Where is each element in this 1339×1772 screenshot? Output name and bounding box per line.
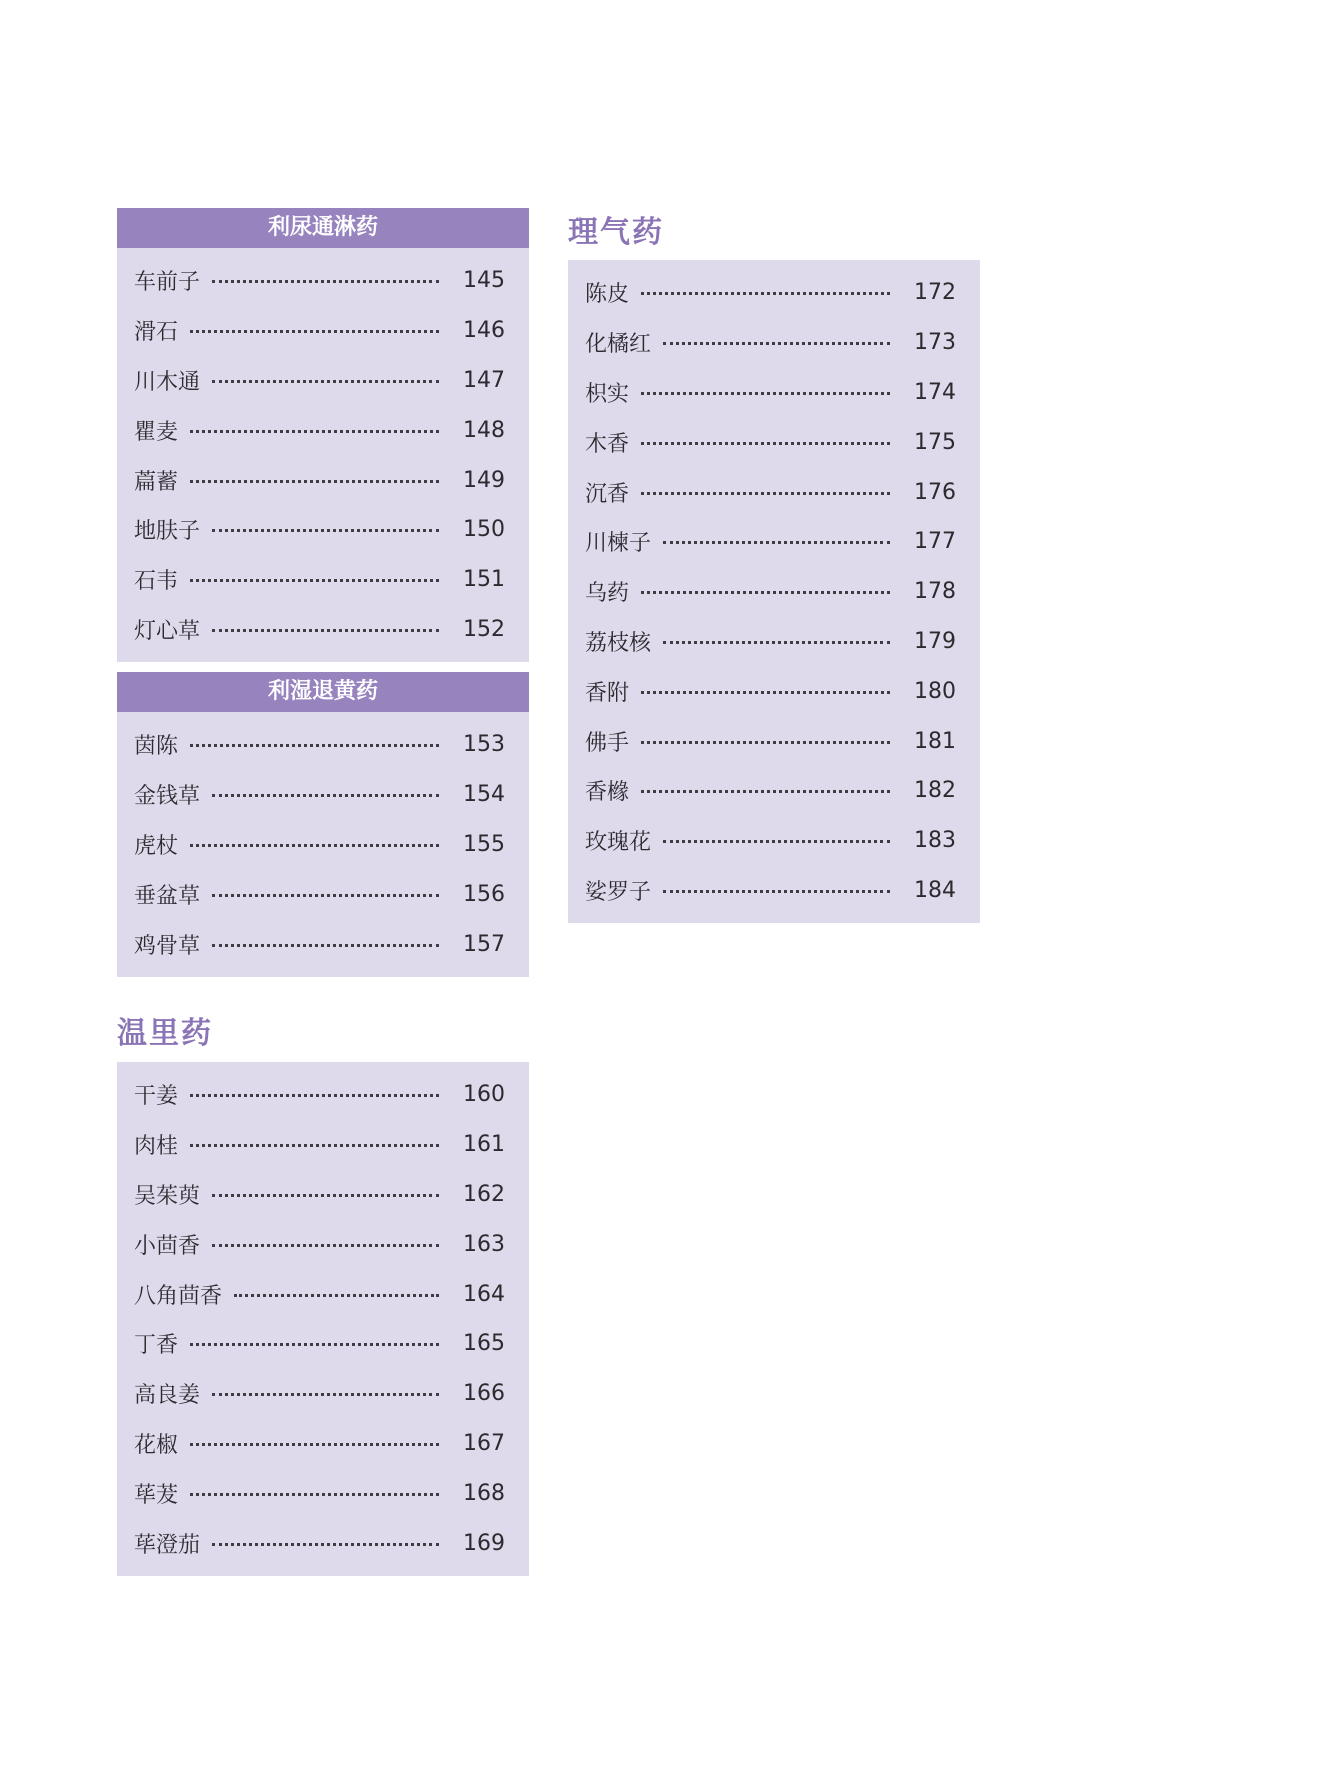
dot-leader: [641, 292, 890, 295]
toc-entry[interactable]: [117, 919, 529, 969]
entry-name: 高良姜: [134, 1383, 201, 1409]
entry-page-number: 167: [463, 1430, 505, 1456]
toc-entry[interactable]: [568, 368, 980, 418]
toc-entry[interactable]: [117, 256, 529, 306]
toc-entry[interactable]: [117, 1269, 529, 1319]
dot-leader: [212, 1543, 439, 1546]
entry-page-number: 150: [463, 517, 505, 543]
entry-name: 小茴香: [134, 1233, 201, 1259]
dot-leader: [663, 541, 890, 544]
entry-page-number: 175: [914, 429, 956, 455]
entry-page-number: 165: [463, 1331, 505, 1357]
entry-page-number: 178: [914, 579, 956, 605]
entry-list: [117, 248, 529, 662]
toc-entry[interactable]: [117, 306, 529, 356]
entry-name: 鸡骨草: [134, 933, 201, 959]
dot-leader: [212, 1244, 439, 1247]
entry-name: 化橘红: [585, 332, 652, 358]
toc-entry[interactable]: [568, 666, 980, 716]
toc-entry[interactable]: [117, 356, 529, 406]
toc-entry[interactable]: [568, 766, 980, 816]
dot-leader: [190, 330, 439, 333]
entry-page-number: 155: [463, 831, 505, 857]
dot-leader: [212, 529, 439, 532]
entry-name: 虎杖: [134, 833, 179, 859]
entry-name: 荜茇: [134, 1482, 179, 1508]
entry-name: 瞿麦: [134, 419, 179, 445]
toc-entry[interactable]: [117, 1518, 529, 1568]
entry-name: 沉香: [585, 481, 630, 507]
entry-page-number: 172: [914, 280, 956, 306]
dot-leader: [641, 442, 890, 445]
entry-name: 娑罗子: [585, 879, 652, 905]
entry-page-number: 152: [463, 616, 505, 642]
toc-entry[interactable]: [117, 1120, 529, 1170]
dot-leader: [663, 840, 890, 843]
toc-entry[interactable]: [117, 720, 529, 770]
section-title: 理气药: [568, 215, 664, 250]
entry-page-number: 166: [463, 1381, 505, 1407]
entry-name: 垂盆草: [134, 883, 201, 909]
entry-list: [117, 712, 529, 977]
section-title: 温里药: [117, 1016, 213, 1051]
section-lishi: [117, 672, 529, 977]
toc-entry[interactable]: [117, 1070, 529, 1120]
dot-leader: [190, 1343, 439, 1346]
dot-leader: [641, 591, 890, 594]
toc-entry[interactable]: [568, 866, 980, 916]
dot-leader: [190, 579, 439, 582]
toc-entry[interactable]: [568, 567, 980, 617]
toc-entry[interactable]: [117, 1170, 529, 1220]
entry-page-number: 145: [463, 268, 505, 294]
entry-page-number: 181: [914, 728, 956, 754]
toc-entry[interactable]: [568, 467, 980, 517]
dot-leader: [641, 741, 890, 744]
entry-page-number: 160: [463, 1082, 505, 1108]
dot-leader: [212, 794, 439, 797]
entry-name: 吴茱萸: [134, 1183, 201, 1209]
entry-name: 花椒: [134, 1432, 179, 1458]
entry-page-number: 153: [463, 732, 505, 758]
section-header: 利湿退黄药: [117, 672, 529, 712]
toc-entry[interactable]: [117, 505, 529, 555]
entry-name: 地肤子: [134, 519, 201, 545]
entry-page-number: 156: [463, 881, 505, 907]
dot-leader: [212, 894, 439, 897]
section-wenli: [117, 1062, 529, 1576]
entry-name: 陈皮: [585, 282, 630, 308]
dot-leader: [212, 944, 439, 947]
entry-page-number: 179: [914, 628, 956, 654]
entry-name: 八角茴香: [134, 1283, 223, 1309]
dot-leader: [190, 1144, 439, 1147]
entry-page-number: 163: [463, 1231, 505, 1257]
entry-name: 丁香: [134, 1333, 179, 1359]
toc-entry[interactable]: [568, 617, 980, 667]
dot-leader: [190, 1443, 439, 1446]
toc-entry[interactable]: [117, 869, 529, 919]
entry-name: 香橼: [585, 780, 630, 806]
entry-page-number: 169: [463, 1530, 505, 1556]
entry-name: 川楝子: [585, 531, 652, 557]
dot-leader: [212, 629, 439, 632]
entry-page-number: 182: [914, 778, 956, 804]
entry-name: 车前子: [134, 270, 201, 296]
dot-leader: [212, 1393, 439, 1396]
entry-page-number: 180: [914, 678, 956, 704]
entry-page-number: 162: [463, 1181, 505, 1207]
dot-leader: [663, 890, 890, 893]
entry-page-number: 149: [463, 467, 505, 493]
dot-leader: [212, 280, 439, 283]
toc-entry[interactable]: [117, 820, 529, 870]
dot-leader: [663, 641, 890, 644]
dot-leader: [190, 844, 439, 847]
entry-name: 乌药: [585, 581, 630, 607]
section-header: 利尿通淋药: [117, 208, 529, 248]
dot-leader: [190, 480, 439, 483]
dot-leader: [190, 1493, 439, 1496]
dot-leader: [212, 380, 439, 383]
toc-entry[interactable]: [568, 318, 980, 368]
toc-entry[interactable]: [568, 816, 980, 866]
entry-name: 佛手: [585, 730, 630, 756]
section-liqi: [568, 260, 980, 923]
dot-leader: [234, 1294, 439, 1297]
entry-name: 玫瑰花: [585, 830, 652, 856]
toc-entry[interactable]: [568, 716, 980, 766]
entry-name: 荜澄茄: [134, 1532, 201, 1558]
entry-name: 香附: [585, 680, 630, 706]
toc-entry[interactable]: [117, 555, 529, 605]
dot-leader: [641, 790, 890, 793]
entry-name: 川木通: [134, 369, 201, 395]
toc-entry[interactable]: [117, 1468, 529, 1518]
entry-page-number: 154: [463, 782, 505, 808]
entry-page-number: 148: [463, 417, 505, 443]
entry-page-number: 157: [463, 931, 505, 957]
dot-leader: [641, 392, 890, 395]
entry-page-number: 176: [914, 479, 956, 505]
toc-entry[interactable]: [117, 770, 529, 820]
entry-page-number: 161: [463, 1132, 505, 1158]
entry-name: 木香: [585, 431, 630, 457]
toc-entry[interactable]: [117, 1319, 529, 1369]
entry-page-number: 164: [463, 1281, 505, 1307]
entry-name: 灯心草: [134, 618, 201, 644]
dot-leader: [190, 1094, 439, 1097]
entry-list: [568, 260, 980, 923]
dot-leader: [190, 744, 439, 747]
entry-page-number: 177: [914, 529, 956, 555]
entry-page-number: 183: [914, 828, 956, 854]
toc-entry[interactable]: [117, 1419, 529, 1469]
toc-entry[interactable]: [117, 605, 529, 655]
toc-entry[interactable]: [568, 268, 980, 318]
entry-list: [117, 1062, 529, 1576]
toc-entry[interactable]: [568, 517, 980, 567]
entry-name: 荔枝核: [585, 630, 652, 656]
dot-leader: [212, 1194, 439, 1197]
dot-leader: [641, 691, 890, 694]
entry-name: 枳实: [585, 381, 630, 407]
entry-name: 茵陈: [134, 734, 179, 760]
entry-name: 萹蓄: [134, 469, 179, 495]
dot-leader: [663, 342, 890, 345]
toc-entry[interactable]: [117, 1369, 529, 1419]
toc-entry[interactable]: [117, 405, 529, 455]
section-liniao: [117, 208, 529, 662]
entry-page-number: 147: [463, 367, 505, 393]
toc-entry[interactable]: [568, 417, 980, 467]
entry-page-number: 174: [914, 379, 956, 405]
dot-leader: [190, 430, 439, 433]
entry-page-number: 168: [463, 1480, 505, 1506]
entry-page-number: 151: [463, 567, 505, 593]
entry-page-number: 146: [463, 318, 505, 344]
entry-page-number: 173: [914, 330, 956, 356]
entry-name: 干姜: [134, 1084, 179, 1110]
toc-entry[interactable]: [117, 1219, 529, 1269]
toc-entry[interactable]: [117, 455, 529, 505]
entry-name: 石韦: [134, 569, 179, 595]
entry-page-number: 184: [914, 877, 956, 903]
dot-leader: [641, 492, 890, 495]
entry-name: 肉桂: [134, 1134, 179, 1160]
entry-name: 滑石: [134, 320, 179, 346]
entry-name: 金钱草: [134, 784, 201, 810]
